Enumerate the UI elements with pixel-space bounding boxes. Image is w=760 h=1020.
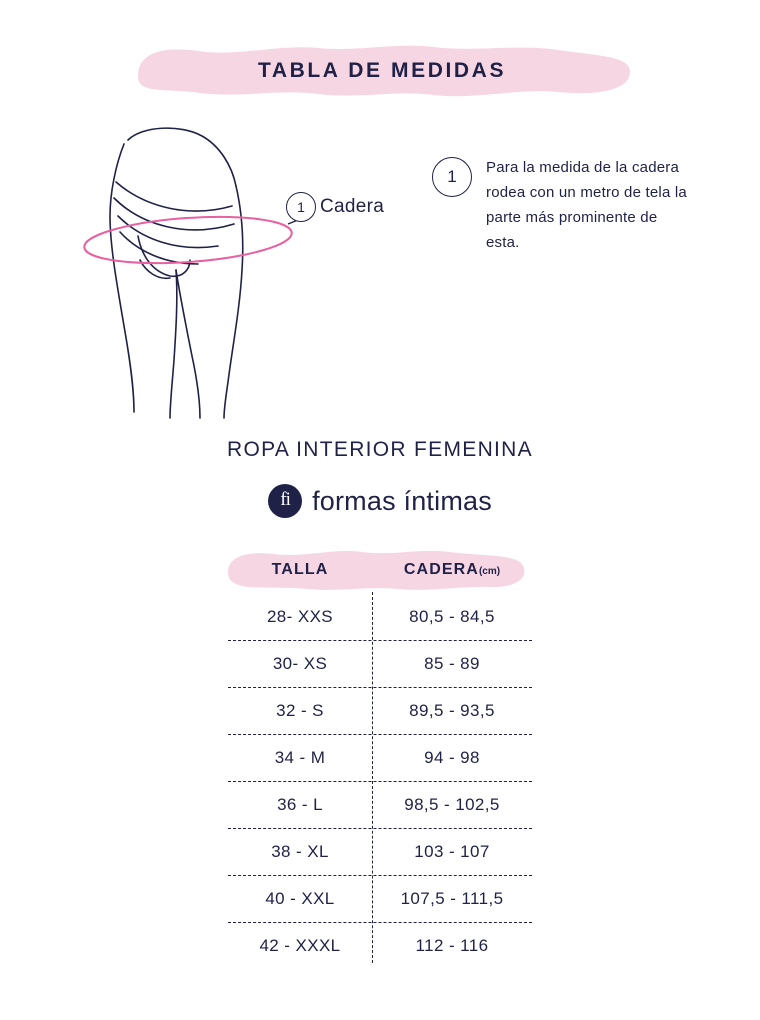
table-row (228, 782, 532, 829)
table-row (228, 876, 532, 923)
cell-size: 34 - M (274, 748, 326, 767)
table-row (228, 688, 532, 735)
table-header-hip (372, 561, 532, 579)
cell-size: 32 - S (276, 701, 324, 720)
cell-hip: 112 - 116 (415, 936, 489, 955)
body-outline (110, 128, 243, 418)
table-row (228, 594, 532, 641)
cell-size: 38 - XL (271, 842, 329, 861)
note-text: Para la medida de la cadera rodea con un metro de tela la parte más prominente de esta. (486, 159, 687, 251)
page-title: TABLA DE MEDIDAS (257, 59, 507, 82)
hip-label-group (286, 192, 384, 222)
brand-logo-icon: fi (268, 484, 302, 518)
cell-size: 40 - XXL (265, 889, 335, 908)
note-number: 1 (432, 157, 472, 197)
cell-size: 28- XXS (266, 607, 334, 626)
table-header (228, 548, 532, 592)
cell-size: 36 - L (277, 795, 323, 814)
title-banner (128, 42, 636, 100)
cell-hip: 107,5 - 111,5 (400, 889, 504, 908)
cell-size: 42 - XXXL (259, 936, 341, 955)
brand-lockup (0, 484, 760, 518)
brand-name: formas íntimas (312, 485, 492, 516)
cell-hip: 85 - 89 (424, 654, 480, 673)
section-title: ROPA INTERIOR FEMENINA (227, 438, 533, 461)
cell-hip: 80,5 - 84,5 (409, 607, 495, 626)
cell-size: 30- XS (272, 654, 328, 673)
hip-measure-line (83, 211, 294, 269)
size-table (228, 548, 532, 969)
hip-marker-number: 1 (286, 192, 316, 222)
measurement-note (432, 155, 692, 255)
table-header-hip-unit: (cm) (478, 566, 501, 577)
table-row (228, 735, 532, 782)
table-row (228, 641, 532, 688)
table-header-size: TALLA (271, 561, 329, 578)
table-column-divider (372, 592, 373, 963)
table-header-hip-label: CADERA (403, 561, 479, 578)
table-row (228, 923, 532, 969)
cell-hip: 103 - 107 (414, 842, 490, 861)
cell-hip: 94 - 98 (424, 748, 480, 767)
table-row (228, 829, 532, 876)
cell-hip: 98,5 - 102,5 (404, 795, 500, 814)
body-illustration (80, 120, 440, 420)
hip-label: Cadera (320, 196, 385, 217)
cell-hip: 89,5 - 93,5 (409, 701, 495, 720)
table-body (228, 592, 532, 969)
